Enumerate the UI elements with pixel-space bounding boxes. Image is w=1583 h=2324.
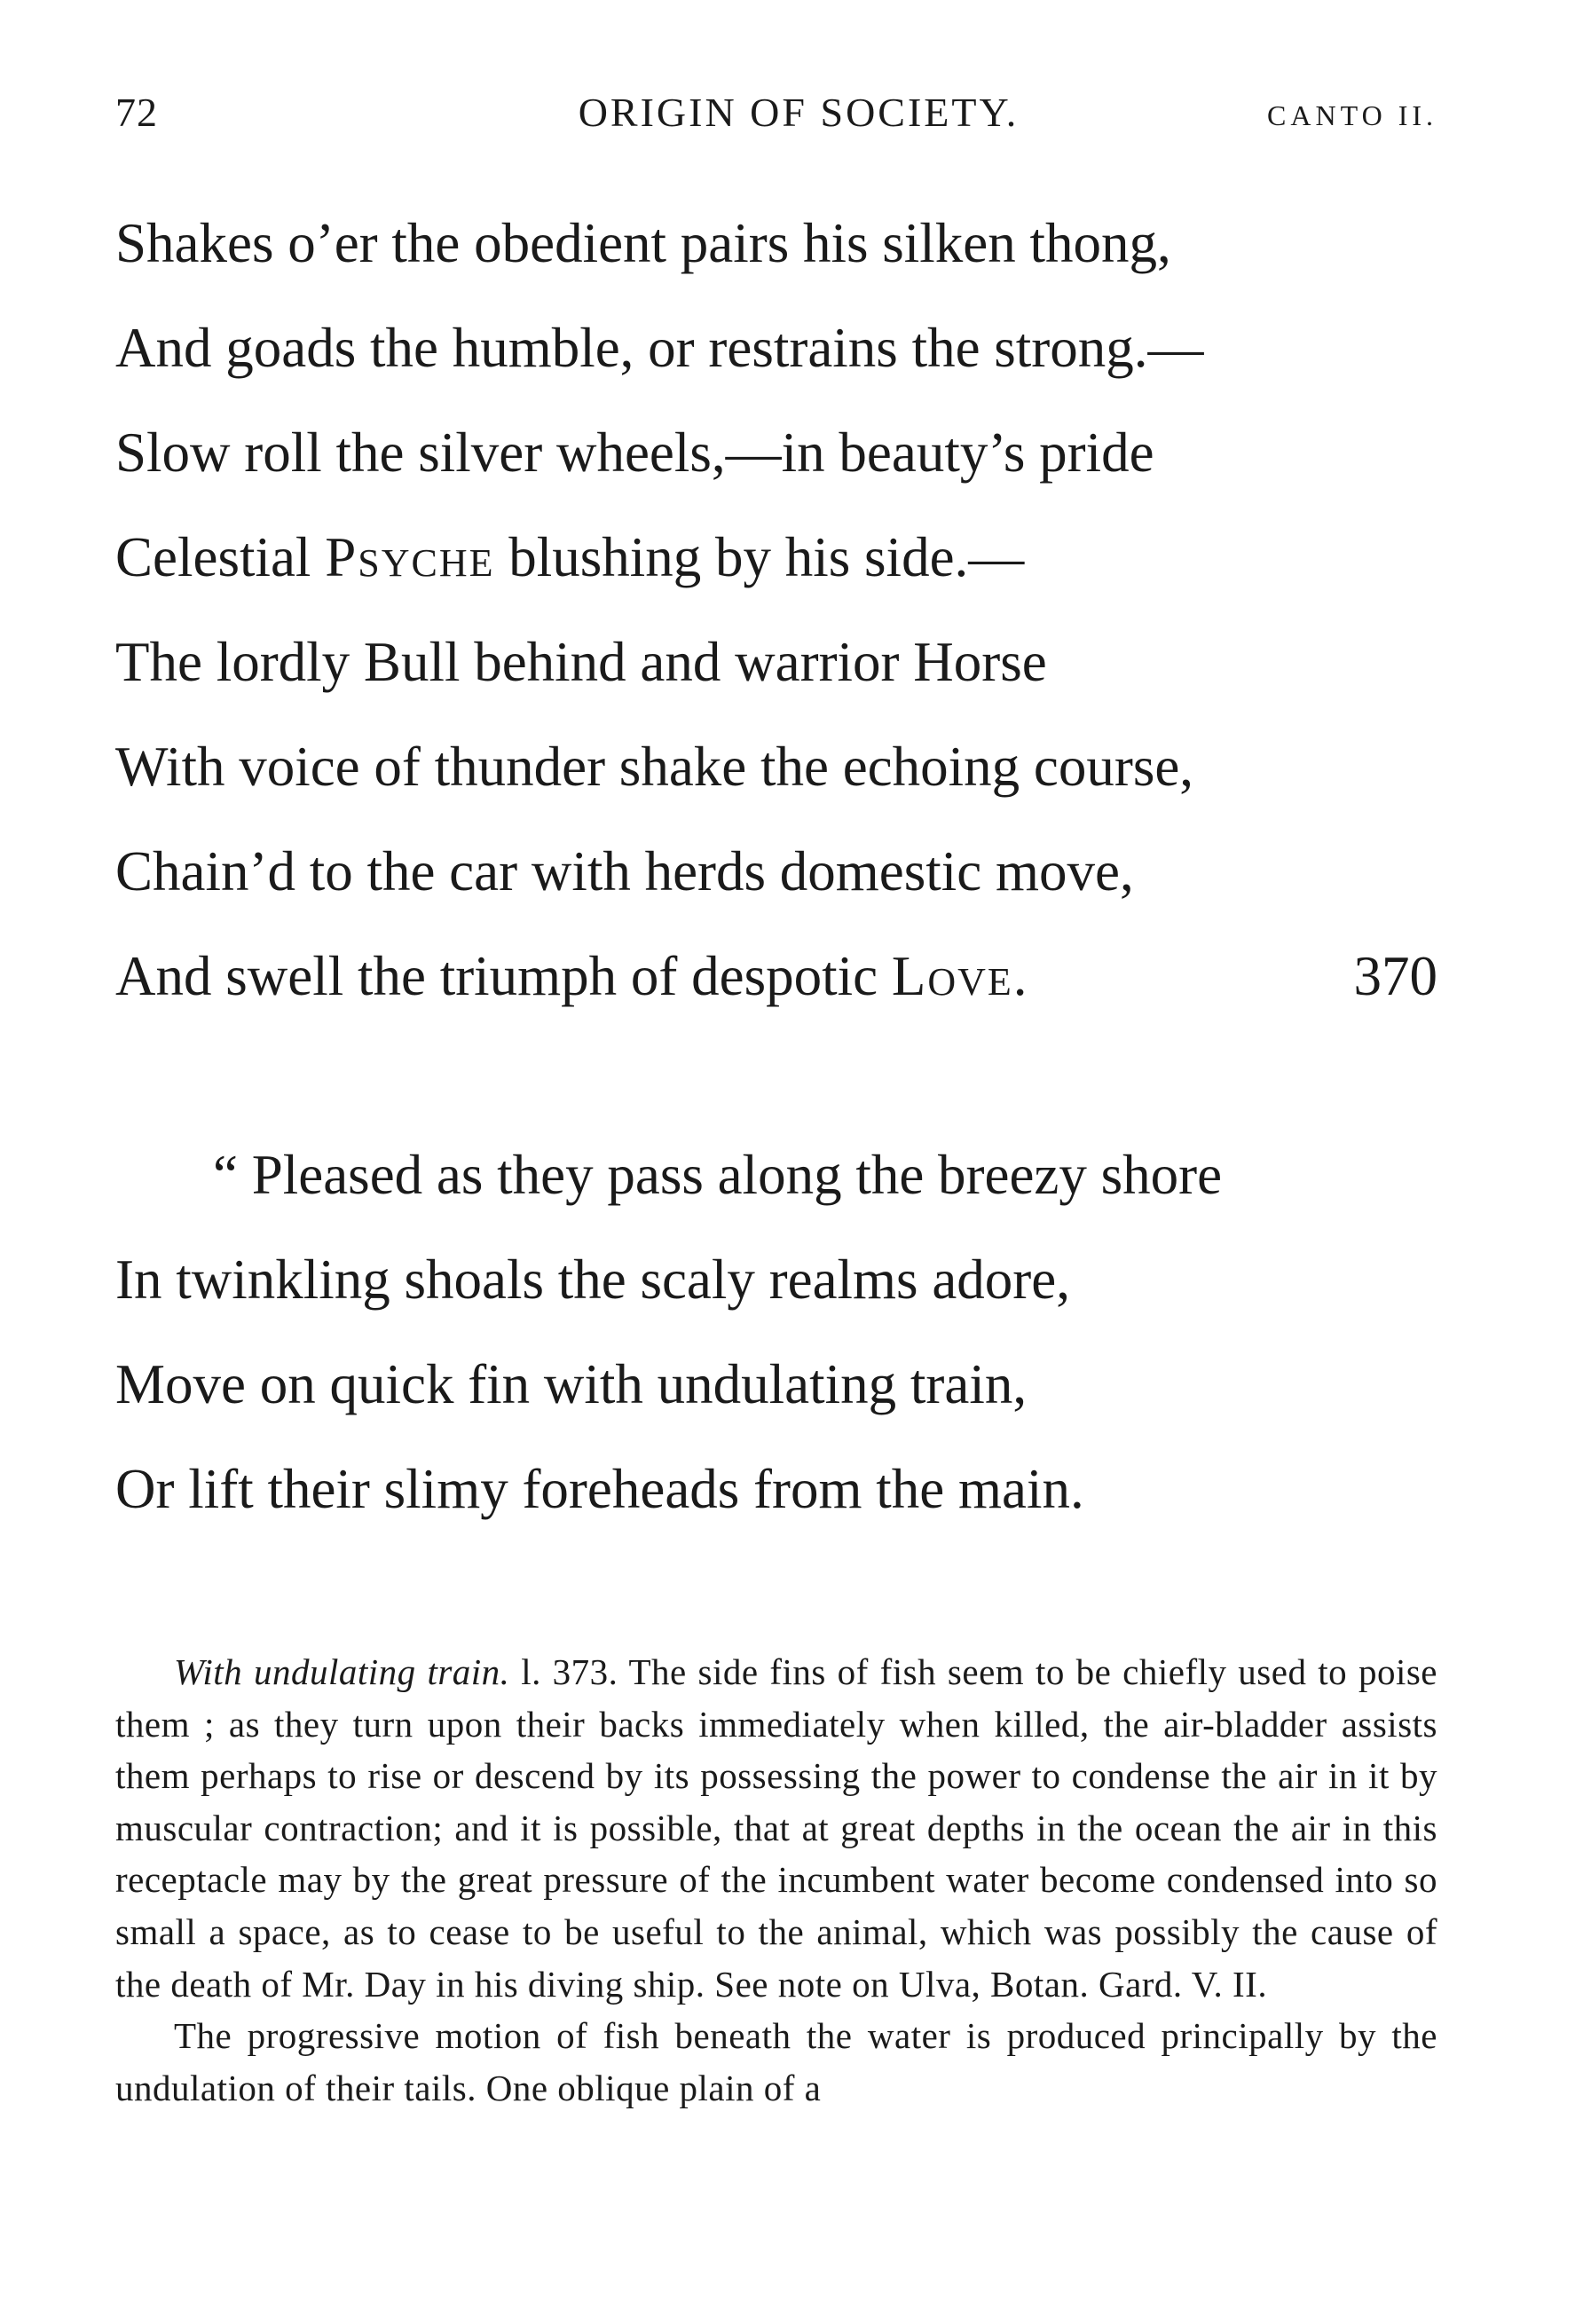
footnote: [115, 1646, 1437, 2114]
running-header: [115, 89, 1437, 151]
verse-stanza-2: [115, 1138, 1437, 1556]
footnote-paragraph-2: The progressive motion of fish beneath the water is produced principally by the undulation of their tails. One oblique plain of a: [115, 2015, 1437, 2108]
small-caps-name: Psyche: [325, 526, 495, 588]
page-number: 72: [115, 90, 158, 135]
verse-line: Chain’d to the car with herds domestic move,: [115, 840, 1134, 902]
running-title: ORIGIN OF SOCIETY.: [578, 90, 1020, 135]
verse-line: In twinkling shoals the scaly realms adore,: [115, 1249, 1070, 1311]
verse-line: Shakes o’er the obedient pairs his silken thong,: [115, 212, 1171, 274]
verse-line: Celestial Psyche blushing by his side.—: [115, 526, 1025, 588]
small-caps-name: Love: [891, 945, 1013, 1007]
verse-line: “ Pleased as they pass along the breezy shore: [213, 1144, 1223, 1206]
verse-stanza-1: [115, 206, 1437, 1044]
footnote-paragraph-1: With undulating train. l. 373. The side fins of fish seem to be chiefly used to poise them ; as they turn upon their backs immediately when killed, the air-bladder assists them perhaps to rise or descend by its possessing the power to condense the air in it by muscular contraction; and it is possible, that at great depths in the ocean the air in this receptacle may by the great pressure of the incumbent water become condensed into so small a space, as to cease to be useful to the animal, which was possibly the cause of the death of Mr. Day in his diving ship. See note on Ulva, Botan. Gard. V. II.: [115, 1651, 1437, 2005]
verse-line: And swell the triumph of despotic Love. 370: [115, 939, 1437, 1044]
line-number: 370: [1353, 945, 1437, 1007]
footnote-heading: With undulating train.: [174, 1651, 510, 1692]
verse-line: The lordly Bull behind and warrior Horse: [115, 631, 1047, 693]
verse-line: Move on quick fin with undulating train,: [115, 1353, 1028, 1415]
canto-label: CANTO II.: [1267, 99, 1437, 131]
verse-line: Slow roll the silver wheels,—in beauty’s pride: [115, 421, 1154, 484]
verse-line: Or lift their slimy foreheads from the main.: [115, 1458, 1084, 1520]
verse-line: And goads the humble, or restrains the strong.—: [115, 317, 1204, 379]
verse-line: With voice of thunder shake the echoing course,: [115, 736, 1194, 798]
